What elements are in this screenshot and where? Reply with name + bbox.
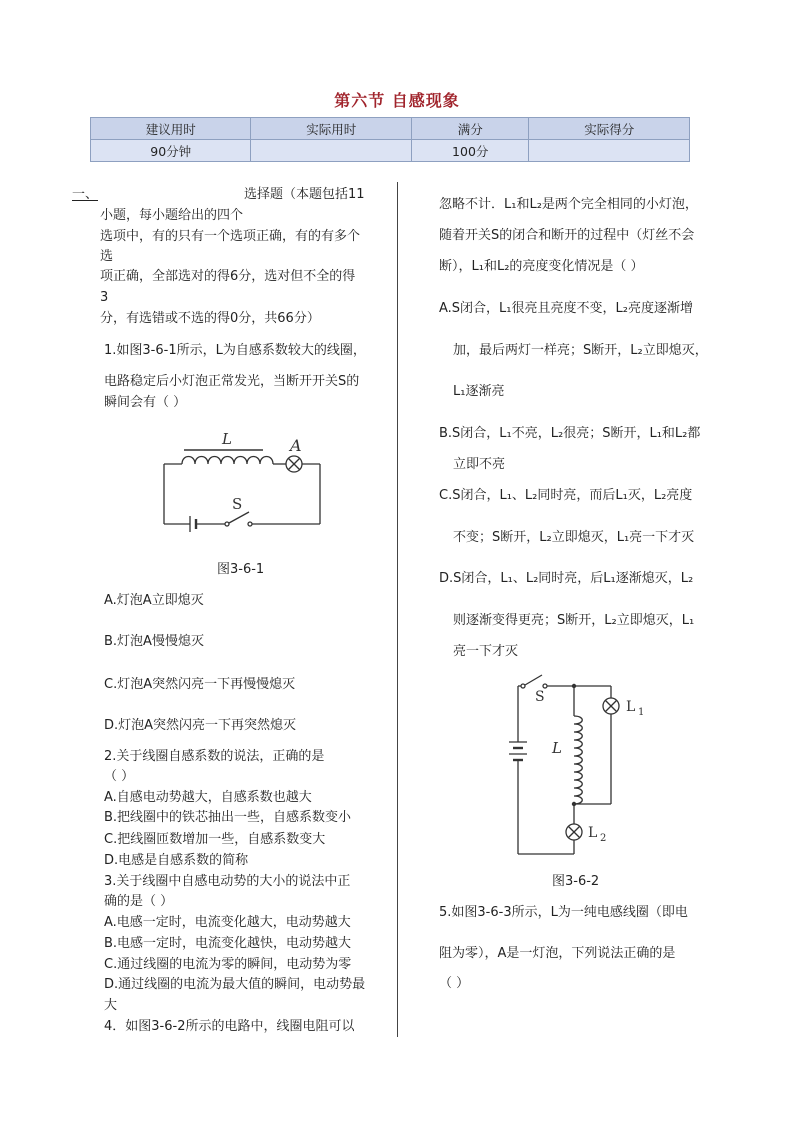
section-heading-line: 选择题（本题包括11 [244, 187, 365, 202]
figure-caption: 图3-6-1 [217, 562, 265, 577]
q4-stem-line: 4．如图3-6-2所示的电路中，线圈电阻可以 [104, 1019, 355, 1034]
section-heading-line: 选 [100, 249, 114, 264]
header-suggested-time: 建议用时 [91, 118, 251, 140]
fig2-lamp2-label: L [588, 825, 598, 841]
q3-option-d: D.通过线圈的电流为最大值的瞬间，电动势最 [104, 977, 366, 992]
q2-stem-line: 2.关于线圈自感系数的说法，正确的是 [104, 749, 325, 764]
value-suggested-time: 90分钟 [91, 140, 251, 162]
q2-option-c: C.把线圈匝数增加一些，自感系数变大 [104, 832, 326, 847]
section-number: 一、 [72, 187, 99, 202]
fig2-lamp2-sub: 2 [600, 833, 607, 844]
q3-option-a: A.电感一定时，电流变化越大，电动势越大 [104, 915, 351, 930]
q4-option-a: A.S闭合，L₁很亮且亮度不变，L₂亮度逐渐增 [439, 301, 693, 316]
figure-3-6-1-circuit [150, 428, 340, 540]
figure-caption: 图3-6-2 [552, 874, 600, 889]
fig2-lamp1-sub: 1 [638, 707, 645, 718]
q4-option-b-cont: 立即不亮 [453, 457, 506, 472]
section-heading-line: 分，有选错或不选的得0分，共66分） [100, 311, 320, 326]
fig2-switch-label: S [535, 689, 545, 705]
q1-option-a: A.灯泡A立即熄灭 [104, 593, 204, 608]
value-actual-time [251, 140, 411, 162]
q1-stem-line: 电路稳定后小灯泡正常发光，当断开开关S的 [104, 374, 360, 389]
q4-option-d-cont: 则逐渐变得更亮；S断开，L₂立即熄灭，L₁ [453, 613, 695, 628]
q3-stem-line: 确的是（ ） [104, 894, 174, 909]
header-actual-score: 实际得分 [529, 118, 690, 140]
q2-option-b: B.把线圈中的铁芯抽出一些，自感系数变小 [104, 810, 352, 825]
q1-option-b: B.灯泡A慢慢熄灭 [104, 634, 204, 649]
q5-stem-line: 5.如图3-6-3所示，L为一纯电感线圈（即电 [439, 905, 688, 920]
q2-stem-line: （ ） [104, 769, 135, 784]
q2-option-d: D.电感是自感系数的简称 [104, 853, 249, 868]
value-actual-score [529, 140, 690, 162]
q3-option-b: B.电感一定时，电流变化越快，电动势越大 [104, 936, 352, 951]
column-divider [397, 182, 398, 1037]
q3-stem-line: 3.关于线圈中自感电动势的大小的说法中正 [104, 874, 351, 889]
header-actual-time: 实际用时 [251, 118, 411, 140]
q4-option-a-cont: 加，最后两灯一样亮；S断开，L₂立即熄灭， [453, 343, 708, 358]
page-title: 第六节 自感现象 [334, 91, 460, 110]
figure-3-6-2-circuit [505, 674, 655, 860]
q4-option-b: B.S闭合，L₁不亮，L₂很亮；S断开，L₁和L₂都 [439, 426, 701, 441]
fig2-lamp1-label: L [626, 699, 636, 715]
q4-option-c: C.S闭合，L₁、L₂同时亮，而后L₁灭，L₂亮度 [439, 488, 693, 503]
q1-option-c: C.灯泡A突然闪亮一下再慢慢熄灭 [104, 677, 296, 692]
section-heading-line: 项正确，全部选对的得6分，选对但不全的得 [100, 269, 356, 284]
q3-option-c: C.通过线圈的电流为零的瞬间，电动势为零 [104, 957, 352, 972]
q1-stem-line: 瞬间会有（ ） [104, 395, 187, 410]
q4-stem-line: 随着开关S的闭合和断开的过程中（灯丝不会 [439, 228, 695, 243]
q4-option-d: D.S闭合，L₁、L₂同时亮，后L₁逐渐熄灭，L₂ [439, 571, 694, 586]
q4-stem-line: 忽略不计．L₁和L₂是两个完全相同的小灯泡， [439, 197, 698, 212]
section-heading-line: 选项中，有的只有一个选项正确，有的有多个 [100, 229, 361, 244]
q1-option-d: D.灯泡A突然闪亮一下再突然熄灭 [104, 718, 297, 733]
fig1-switch-label: S [232, 495, 243, 513]
header-full-score: 满分 [411, 118, 529, 140]
fig1-coil-label: L [222, 430, 232, 448]
fig2-coil-label: L [552, 739, 562, 757]
q5-stem-line: （ ） [439, 976, 470, 991]
section-heading-line: 3 [100, 290, 109, 305]
section-heading-line: 小题，每小题给出的四个 [100, 208, 244, 223]
q4-option-c-cont: 不变；S断开，L₂立即熄灭，L₁亮一下才灭 [453, 530, 695, 545]
q4-option-a-cont: L₁逐渐亮 [453, 384, 505, 399]
q2-option-a: A.自感电动势越大，自感系数也越大 [104, 790, 312, 805]
q5-stem-line: 阻为零），A是一灯泡，下列说法正确的是 [439, 946, 676, 961]
fig1-lamp-label: A [290, 436, 302, 455]
time-score-table [90, 117, 690, 162]
value-full-score: 100分 [411, 140, 529, 162]
q3-option-d-cont: 大 [104, 998, 118, 1013]
q1-stem-line: 1.如图3-6-1所示，L为自感系数较大的线圈， [104, 343, 366, 358]
q4-option-d-cont: 亮一下才灭 [453, 644, 519, 659]
q4-stem-line: 断），L₁和L₂的亮度变化情况是（ ） [439, 259, 644, 274]
